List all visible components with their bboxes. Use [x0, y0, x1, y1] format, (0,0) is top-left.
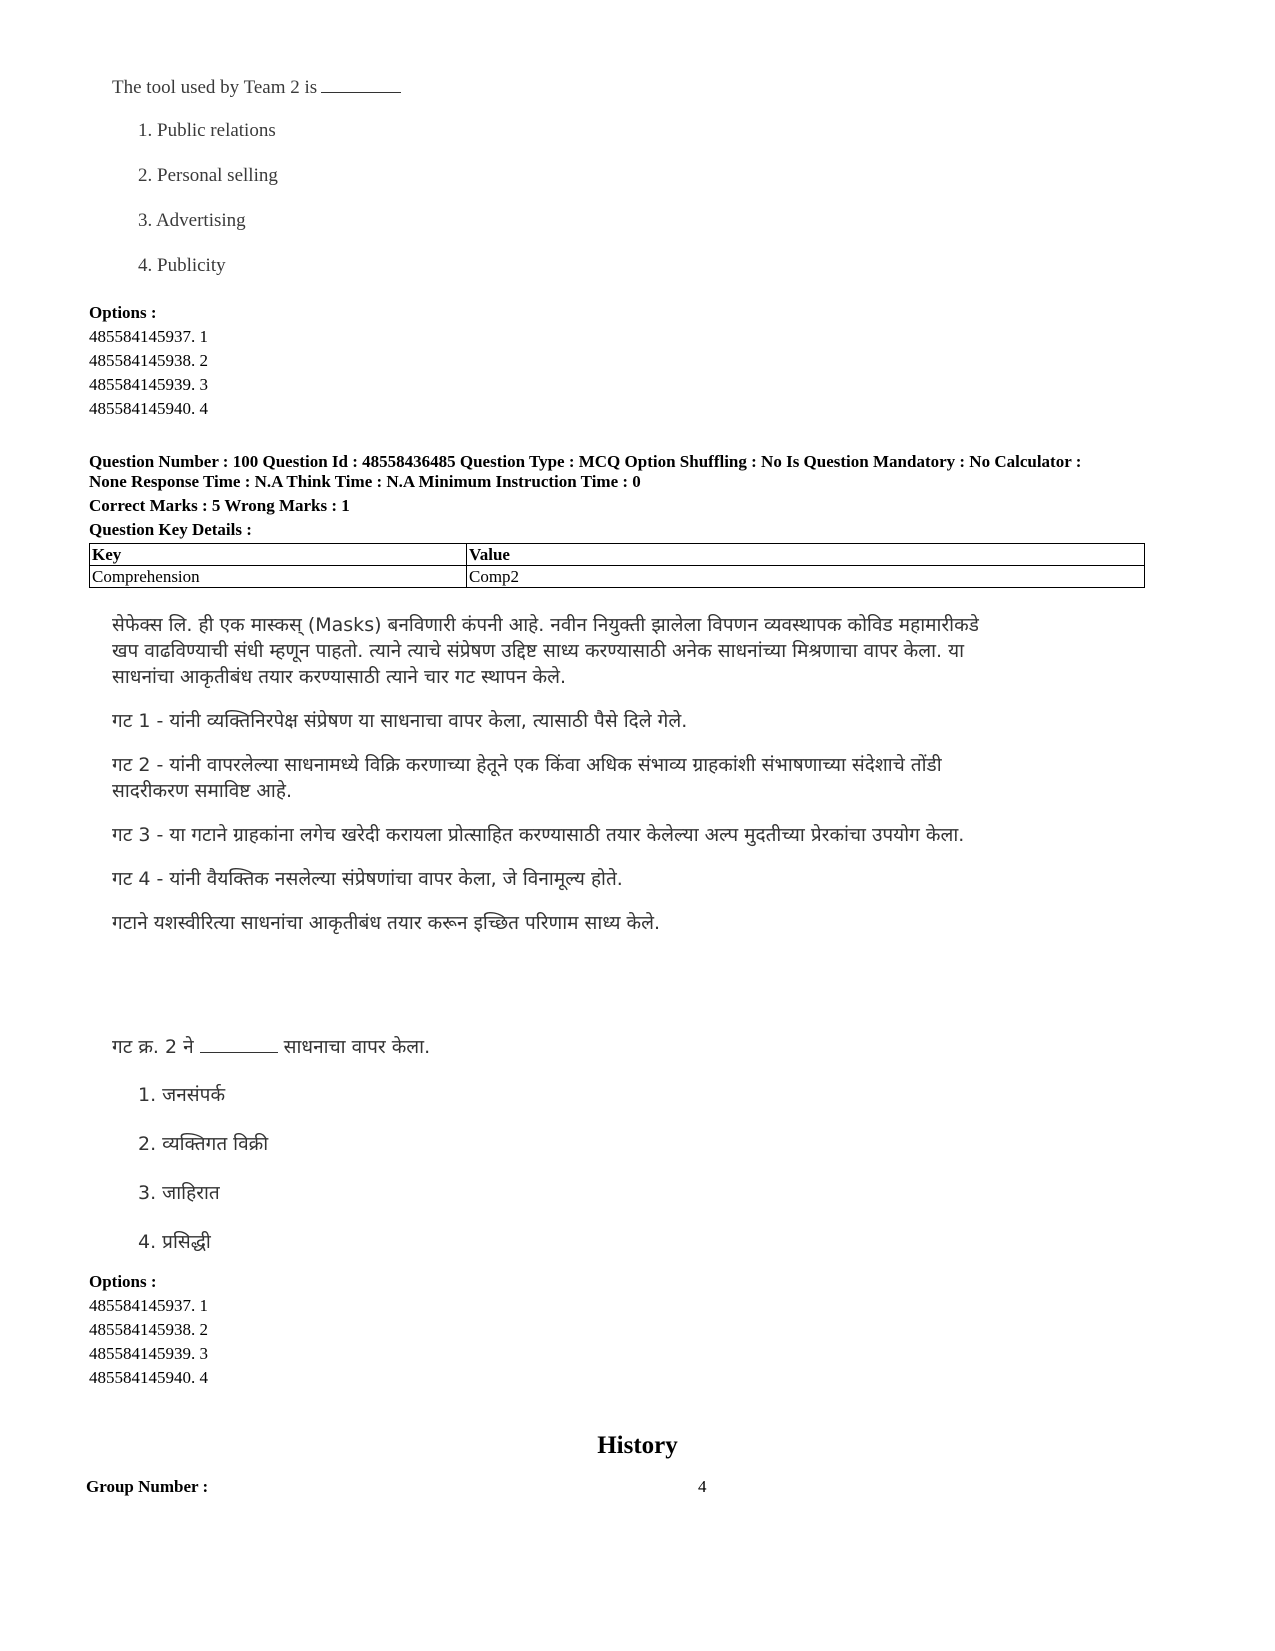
q1-blank [321, 76, 401, 93]
q2-options-label: Options : [89, 1272, 157, 1291]
q2-stem-after: साधनाचा वापर केला. [283, 1036, 431, 1058]
table-header-value: Value [467, 544, 1145, 566]
q2-option-4: 4. प्रसिद्धी [138, 1231, 211, 1253]
passage-paragraph-intro: सेफेक्स लि. ही एक मास्कस् (Masks) बनविणारी कंपनी आहे. नवीन नियुक्ती झालेला विपणन व्यवस्थापक कोविड महामारीकडे खप वाढविण्याची संधी म्हणून पाहतो. त्याने त्याचे संप्रेषण उद्दिष्ट साध्य करण्यासाठी अनेक साधनांच्या मिश्रणाचा वापर केला. या साधनांचा आकृतीबंध तयार करण्यासाठी त्याने चार गट स्थापन केले. [112, 614, 979, 688]
section-title: History [597, 1432, 678, 1459]
q2-stem-line [112, 1034, 430, 1060]
q2-option-3: 3. जाहिरात [138, 1182, 220, 1204]
q2-option-2: 2. व्यक्तिगत विक्री [138, 1133, 269, 1155]
q1-stem-line [112, 76, 401, 99]
q2-option-id-4: 485584145940. 4 [89, 1368, 208, 1387]
table-header-key: Key [90, 544, 467, 566]
q2-option-1: 1. जनसंपर्क [138, 1084, 226, 1106]
q1-option-id-3: 485584145939. 3 [89, 375, 208, 394]
passage [112, 612, 992, 954]
q1-option-2: 2. Personal selling [138, 165, 278, 186]
table-header-row [90, 544, 1145, 566]
q1-option-id-1: 485584145937. 1 [89, 327, 208, 346]
q1-option-1: 1. Public relations [138, 120, 276, 141]
q2-blank [200, 1036, 278, 1053]
q2-key-details-label: Question Key Details : [89, 520, 252, 539]
table-cell-value: Comp2 [467, 566, 1145, 588]
q1-option-3: 3. Advertising [138, 210, 246, 231]
q2-option-id-2: 485584145938. 2 [89, 1320, 208, 1339]
group-number-value: 4 [698, 1477, 707, 1496]
q1-stem: The tool used by Team 2 is [112, 77, 318, 98]
passage-paragraph-group-1: गट 1 - यांनी व्यक्तिनिरपेक्ष संप्रेषण या साधनाचा वापर केला, त्यासाठी पैसे दिले गेले. [112, 710, 688, 732]
passage-paragraph-conclusion: गटाने यशस्वीरित्या साधनांचा आकृतीबंध तयार करून इच्छित परिणाम साध्य केले. [112, 912, 661, 934]
q1-option-4: 4. Publicity [138, 255, 226, 276]
q1-option-id-2: 485584145938. 2 [89, 351, 208, 370]
key-details-table [89, 543, 1145, 588]
q2-option-id-3: 485584145939. 3 [89, 1344, 208, 1363]
q1-options-label: Options : [89, 303, 157, 322]
passage-paragraph-group-2: गट 2 - यांनी वापरलेल्या साधनामध्ये विक्रि करणाच्या हेतूने एक किंवा अधिक संभाव्य ग्राहकांशी संभाषणाच्या संदेशाचे तोंडी सादरीकरण समाविष्ट आहे. [112, 754, 942, 802]
passage-paragraph-group-4: गट 4 - यांनी वैयक्तिक नसलेल्या संप्रेषणांचा वापर केला, जे विनामूल्य होते. [112, 868, 623, 890]
q1-option-id-4: 485584145940. 4 [89, 399, 208, 418]
passage-paragraph-group-3: गट 3 - या गटाने ग्राहकांना लगेच खरेदी करायला प्रोत्साहित करण्यासाठी तयार केलेल्या अल्प मुदतीच्या प्रेरकांचा उपयोग केला. [112, 824, 965, 846]
q2-meta-line-1: Question Number : 100 Question Id : 48558436485 Question Type : MCQ Option Shuffling : No Is Question Mandatory : No Calculator : [89, 452, 1082, 471]
q2-stem-before: गट क्र. 2 ने [112, 1036, 194, 1058]
table-row [90, 566, 1145, 588]
q2-meta-line-2: None Response Time : N.A Think Time : N.A Minimum Instruction Time : 0 [89, 472, 641, 491]
q2-marks: Correct Marks : 5 Wrong Marks : 1 [89, 496, 350, 515]
table-cell-key: Comprehension [90, 566, 467, 588]
group-number-label: Group Number : [86, 1477, 209, 1496]
q2-option-id-1: 485584145937. 1 [89, 1296, 208, 1315]
